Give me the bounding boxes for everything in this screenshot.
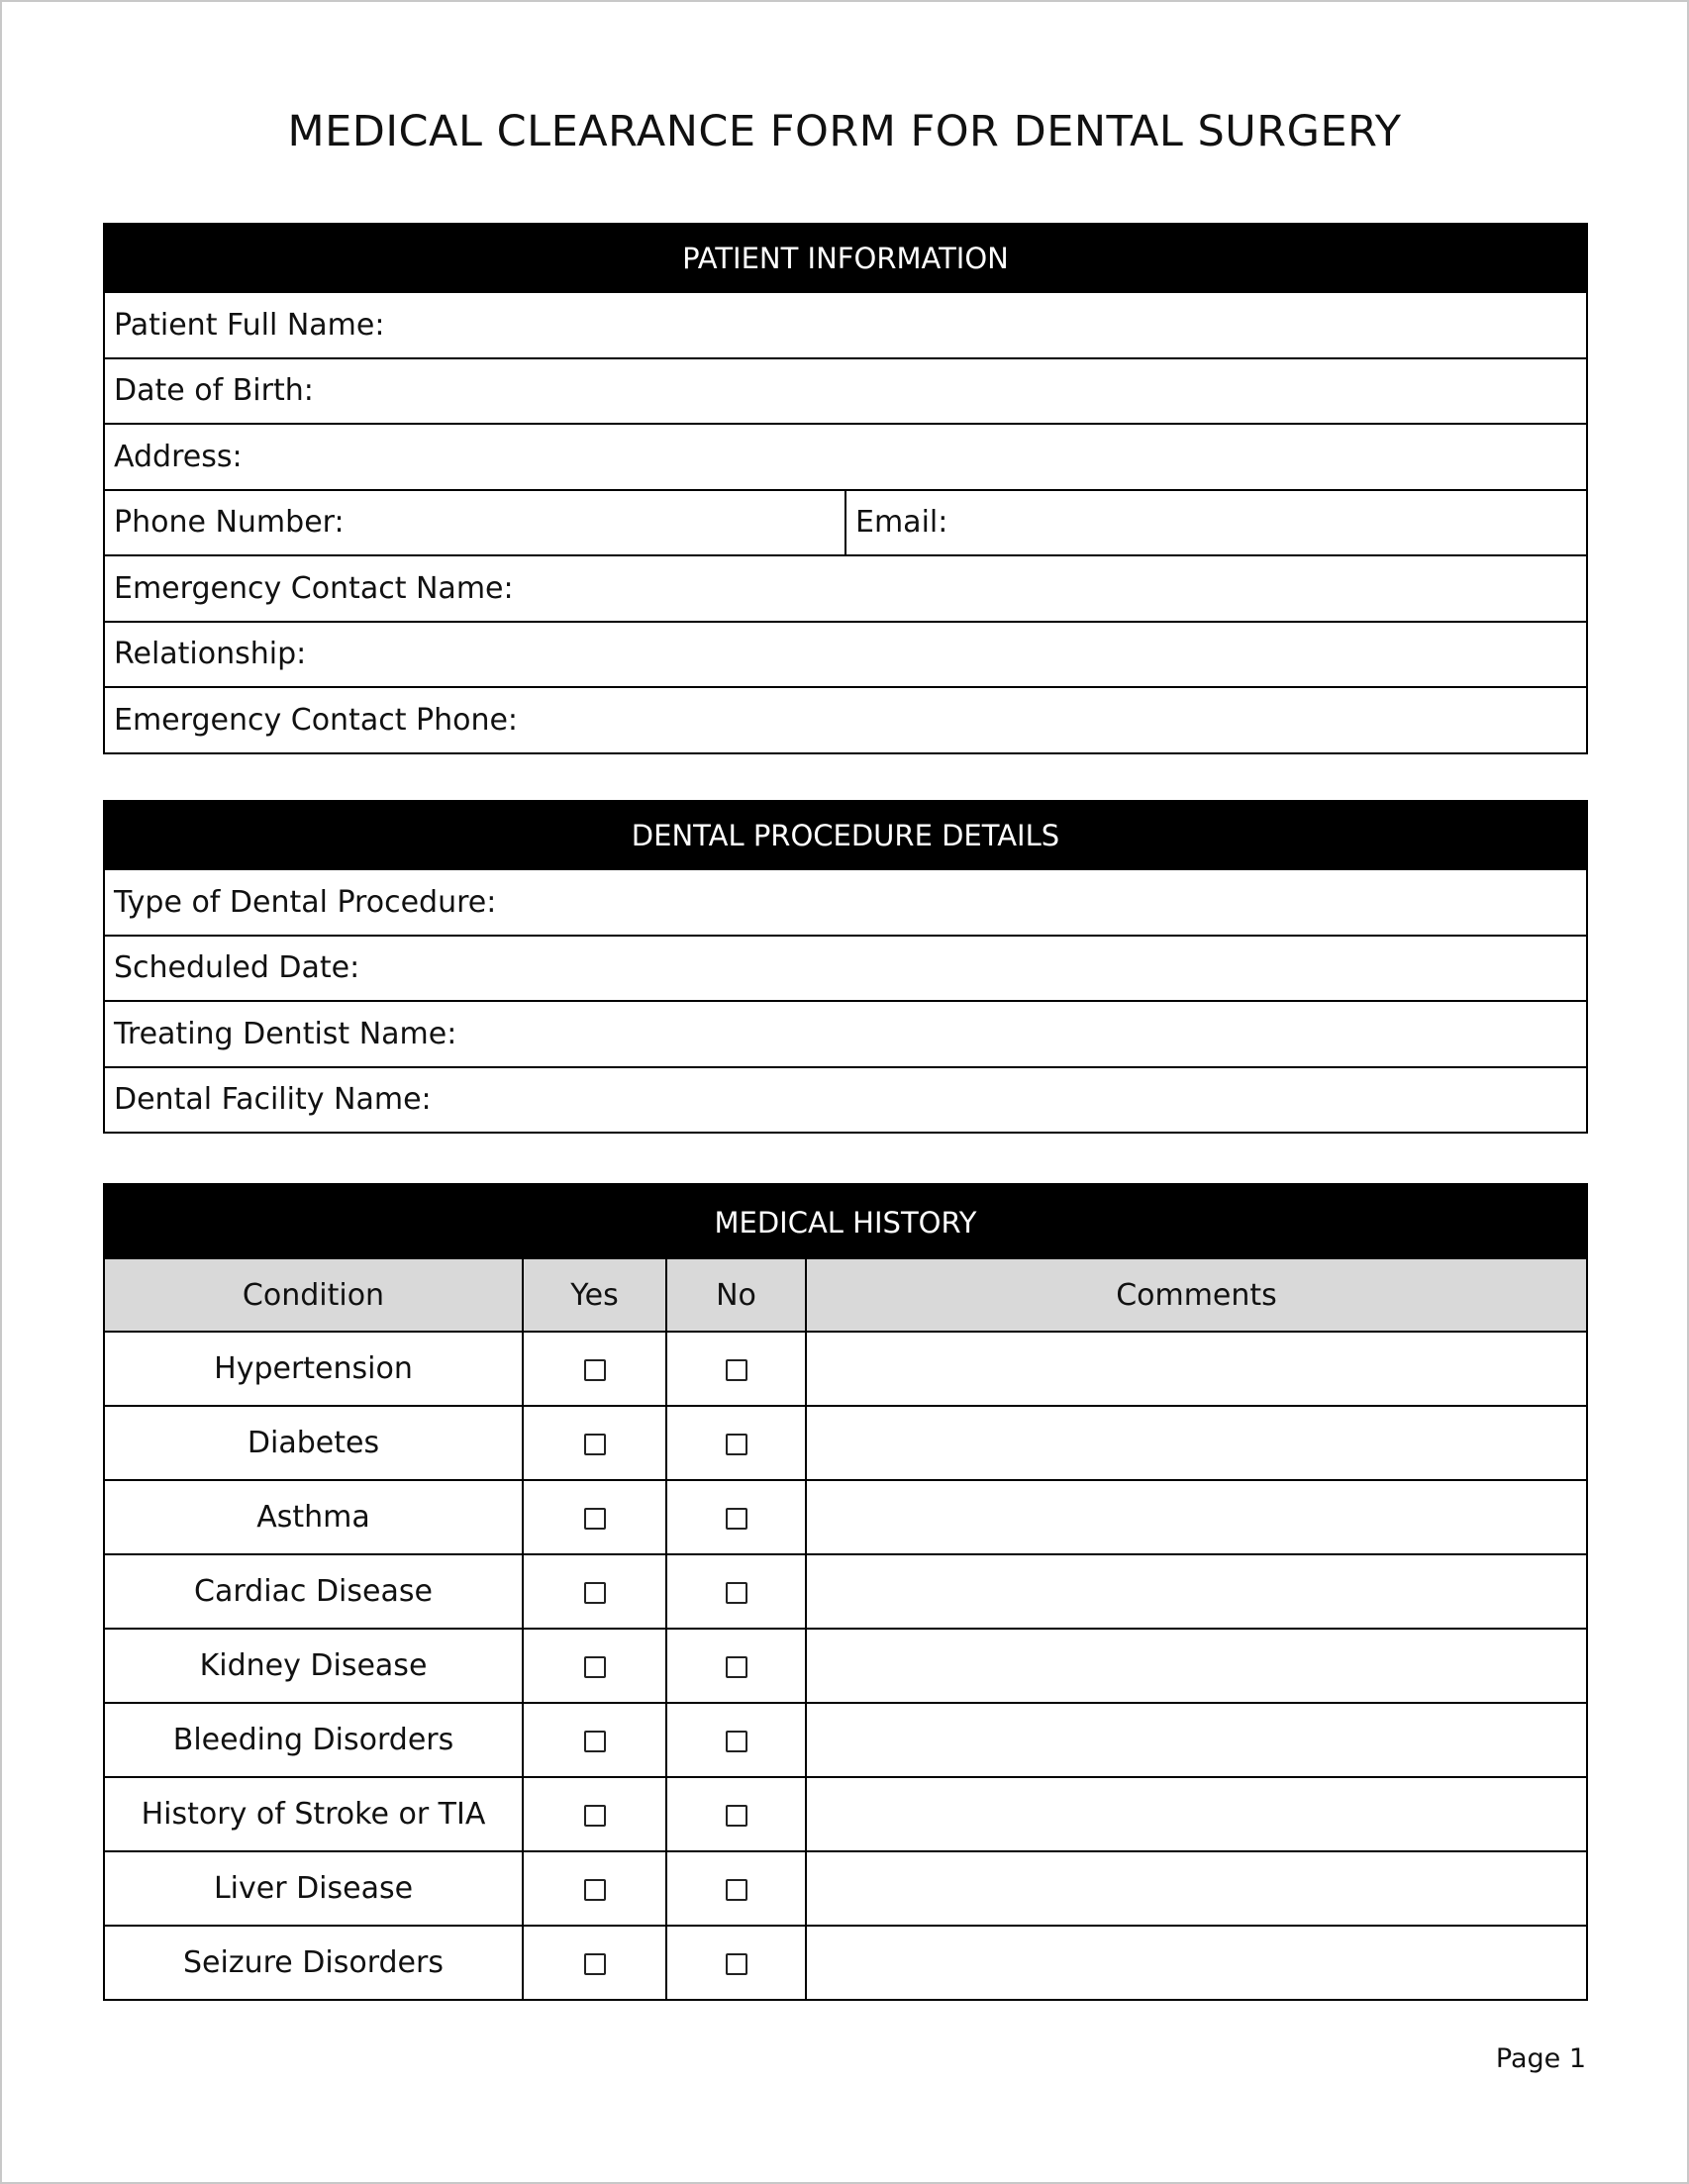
- scheduled-date-field[interactable]: Scheduled Date:: [114, 950, 360, 986]
- condition-name: Hypertension: [105, 1332, 523, 1406]
- yes-checkbox[interactable]: [584, 1508, 606, 1530]
- dental-procedure-section: [103, 800, 1588, 1134]
- no-checkbox[interactable]: [726, 1434, 747, 1455]
- no-checkbox[interactable]: [726, 1359, 747, 1381]
- emergency-contact-phone-row: [105, 686, 1586, 752]
- table-row: [105, 1480, 1586, 1554]
- medical-history-heading: MEDICAL HISTORY: [105, 1185, 1586, 1259]
- no-checkbox[interactable]: [726, 1582, 747, 1604]
- condition-name: Seizure Disorders: [105, 1926, 523, 1999]
- yes-cell: [523, 1703, 666, 1777]
- no-checkbox[interactable]: [726, 1879, 747, 1901]
- dental-facility-row: [105, 1066, 1586, 1133]
- page-number: Page 1: [1495, 2043, 1586, 2074]
- table-row: [105, 1851, 1586, 1926]
- no-cell: [666, 1480, 806, 1554]
- yes-checkbox[interactable]: [584, 1953, 606, 1975]
- patient-full-name-row: [105, 291, 1586, 357]
- no-checkbox[interactable]: [726, 1953, 747, 1975]
- yes-checkbox[interactable]: [584, 1879, 606, 1901]
- dental-facility-field[interactable]: Dental Facility Name:: [114, 1082, 432, 1118]
- medical-history-section: [103, 1183, 1588, 2001]
- no-checkbox[interactable]: [726, 1731, 747, 1752]
- yes-cell: [523, 1926, 666, 1999]
- table-row: [105, 1406, 1586, 1480]
- no-checkbox[interactable]: [726, 1508, 747, 1530]
- comments-field[interactable]: [806, 1629, 1586, 1703]
- no-cell: [666, 1926, 806, 1999]
- no-checkbox[interactable]: [726, 1805, 747, 1827]
- patient-full-name-field[interactable]: Patient Full Name:: [114, 307, 385, 343]
- phone-email-row: [105, 489, 1586, 555]
- relationship-field[interactable]: Relationship:: [114, 637, 307, 672]
- yes-cell: [523, 1480, 666, 1554]
- table-header-row: [105, 1259, 1586, 1332]
- patient-information-heading: PATIENT INFORMATION: [105, 225, 1586, 291]
- column-header-yes: Yes: [523, 1259, 666, 1332]
- treating-dentist-field[interactable]: Treating Dentist Name:: [114, 1016, 457, 1051]
- emergency-contact-name-field[interactable]: Emergency Contact Name:: [114, 570, 514, 606]
- yes-cell: [523, 1406, 666, 1480]
- no-cell: [666, 1851, 806, 1926]
- yes-cell: [523, 1629, 666, 1703]
- phone-number-field[interactable]: Phone Number:: [114, 505, 345, 541]
- patient-information-section: [103, 223, 1588, 754]
- comments-field[interactable]: [806, 1480, 1586, 1554]
- table-row: [105, 1554, 1586, 1629]
- address-row: [105, 423, 1586, 489]
- email-field[interactable]: Email:: [844, 491, 1586, 555]
- no-cell: [666, 1554, 806, 1629]
- condition-name: History of Stroke or TIA: [105, 1777, 523, 1851]
- emergency-contact-phone-field[interactable]: Emergency Contact Phone:: [114, 702, 519, 738]
- yes-cell: [523, 1554, 666, 1629]
- treating-dentist-row: [105, 1000, 1586, 1066]
- address-field[interactable]: Address:: [114, 439, 243, 474]
- scheduled-date-row: [105, 935, 1586, 1001]
- yes-checkbox[interactable]: [584, 1434, 606, 1455]
- comments-field[interactable]: [806, 1926, 1586, 1999]
- yes-cell: [523, 1851, 666, 1926]
- medical-history-table: [105, 1259, 1586, 1999]
- procedure-type-row: [105, 868, 1586, 935]
- column-header-no: No: [666, 1259, 806, 1332]
- column-header-condition: Condition: [105, 1259, 523, 1332]
- table-row: [105, 1926, 1586, 1999]
- no-cell: [666, 1777, 806, 1851]
- condition-name: Bleeding Disorders: [105, 1703, 523, 1777]
- no-cell: [666, 1406, 806, 1480]
- relationship-row: [105, 621, 1586, 687]
- comments-field[interactable]: [806, 1777, 1586, 1851]
- yes-checkbox[interactable]: [584, 1656, 606, 1678]
- table-row: [105, 1703, 1586, 1777]
- no-cell: [666, 1703, 806, 1777]
- table-row: [105, 1629, 1586, 1703]
- yes-checkbox[interactable]: [584, 1359, 606, 1381]
- no-checkbox[interactable]: [726, 1656, 747, 1678]
- comments-field[interactable]: [806, 1332, 1586, 1406]
- yes-cell: [523, 1777, 666, 1851]
- emergency-contact-name-row: [105, 554, 1586, 621]
- condition-name: Cardiac Disease: [105, 1554, 523, 1629]
- no-cell: [666, 1629, 806, 1703]
- yes-checkbox[interactable]: [584, 1731, 606, 1752]
- column-header-comments: Comments: [806, 1259, 1586, 1332]
- date-of-birth-field[interactable]: Date of Birth:: [114, 373, 314, 409]
- dental-procedure-heading: DENTAL PROCEDURE DETAILS: [105, 802, 1586, 868]
- comments-field[interactable]: [806, 1851, 1586, 1926]
- date-of-birth-row: [105, 357, 1586, 424]
- form-title: MEDICAL CLEARANCE FORM FOR DENTAL SURGERY: [287, 107, 1402, 156]
- no-cell: [666, 1332, 806, 1406]
- table-row: [105, 1332, 1586, 1406]
- comments-field[interactable]: [806, 1703, 1586, 1777]
- condition-name: Kidney Disease: [105, 1629, 523, 1703]
- procedure-type-field[interactable]: Type of Dental Procedure:: [114, 884, 497, 920]
- condition-name: Liver Disease: [105, 1851, 523, 1926]
- condition-name: Diabetes: [105, 1406, 523, 1480]
- comments-field[interactable]: [806, 1406, 1586, 1480]
- yes-cell: [523, 1332, 666, 1406]
- comments-field[interactable]: [806, 1554, 1586, 1629]
- condition-name: Asthma: [105, 1480, 523, 1554]
- yes-checkbox[interactable]: [584, 1805, 606, 1827]
- yes-checkbox[interactable]: [584, 1582, 606, 1604]
- table-row: [105, 1777, 1586, 1851]
